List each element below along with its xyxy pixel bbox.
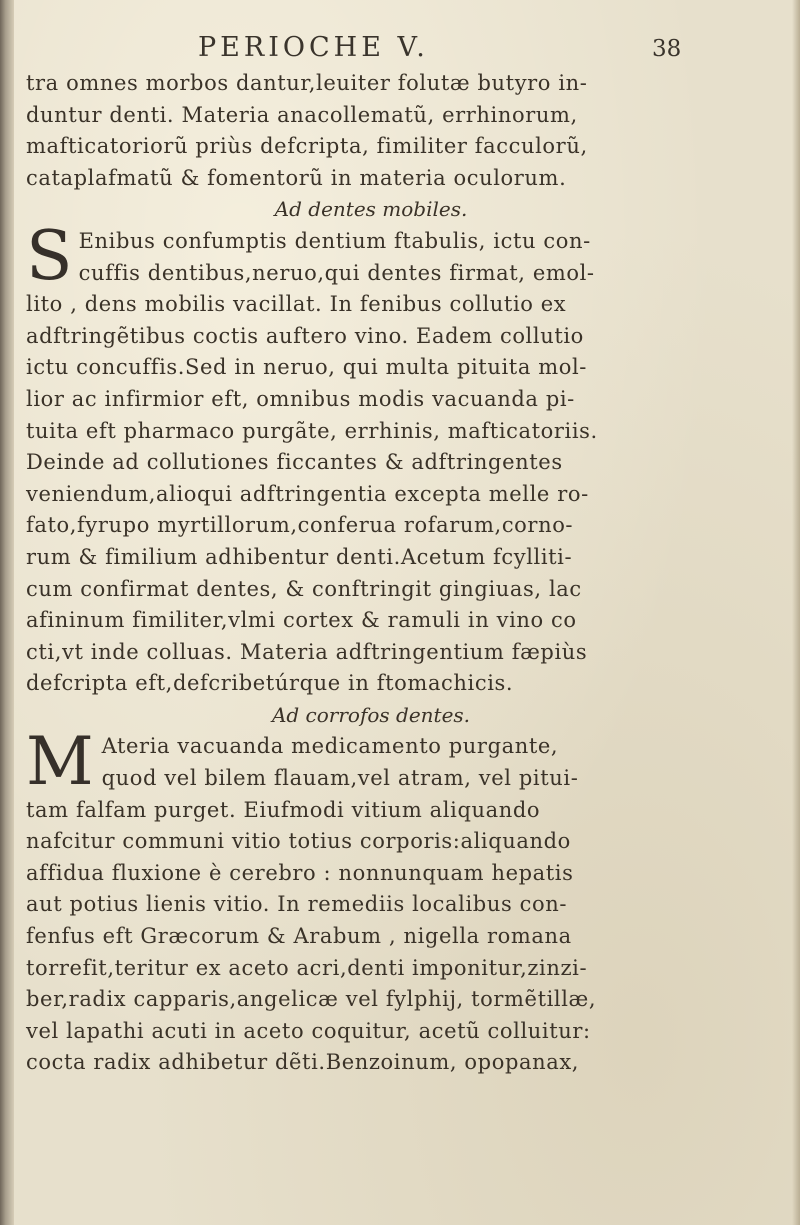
text-line: tra omnes morbos dantur,leuiter folutæ butyro in-	[26, 71, 588, 95]
drop-cap-initial: M	[26, 723, 94, 801]
text-line: lito , dens mobilis vacillat. In fenibus collutio ex	[26, 292, 567, 317]
drop-cap-initial: S	[26, 216, 73, 296]
text-line: cataplafmatũ & fomentorũ in materia oculorum.	[26, 165, 567, 190]
text-line: veniendum,alioqui adftringentia excepta melle ro-	[26, 481, 589, 506]
text-line: affidua fluxione è cerebro : nonnunquam hepatis	[26, 860, 574, 885]
text-line: duntur denti. Materia anacollematũ, errhinorum,	[26, 102, 578, 127]
text-line: tuita eft pharmaco purgãte, errhinis, mafticatoriis.	[26, 418, 598, 443]
text-line: nafcitur communi vitio totius corporis:aliquando	[26, 829, 571, 854]
text-line: rum & fimilium adhibentur denti.Acetum fcylliti-	[26, 544, 573, 569]
text-line: Enibus confumptis dentium ftabulis, ictu con-	[78, 228, 591, 253]
body-text	[26, 68, 676, 1079]
page-header	[0, 30, 800, 66]
intro-paragraph	[26, 68, 676, 194]
text-line: defcripta eft,defcribetúrque in ftomachicis.	[26, 671, 514, 696]
text-line: cum confirmat dentes, & conftringit gingiuas, lac	[26, 576, 582, 601]
page-number: 38	[652, 36, 682, 62]
section-heading-mobile-teeth: Ad dentes mobiles.	[274, 197, 468, 222]
text-line: ber,radix capparis,angelicæ vel fylphij, tormẽtillæ,	[26, 987, 597, 1012]
text-line: Ateria vacuanda medicamento purgante,	[101, 734, 559, 759]
text-line: mafticatoriorũ priùs defcripta, fimiliter facculorũ,	[26, 134, 588, 159]
running-title: PERIOCHE V.	[198, 32, 429, 63]
text-line: cti,vt inde colluas. Materia adftringentium fæpiùs	[26, 639, 588, 664]
text-line: cocta radix adhibetur dẽti.Benzoinum, opopanax,	[26, 1050, 580, 1075]
text-line: lior ac infirmior eft, omnibus modis vacuanda pi-	[26, 386, 575, 411]
text-line: torrefit,teritur ex aceto acri,denti imponitur,zinzi-	[26, 955, 588, 980]
text-line: cuffis dentibus,neruo,qui dentes firmat, emol-	[78, 260, 595, 285]
text-line: Deinde ad collutiones ficcantes & adftringentes	[26, 450, 563, 475]
text-line: vel lapathi acuti in aceto coquitur, acetũ colluitur:	[26, 1018, 591, 1043]
text-line: afininum fimiliter,vlmi cortex & ramuli in vino co	[26, 608, 577, 633]
paragraph-decayed-teeth	[26, 723, 676, 1079]
text-line: fato,fyrupo myrtillorum,conferua rofarum,corno-	[26, 513, 574, 538]
text-line: ictu concuffis.Sed in neruo, qui multa pituita mol-	[26, 355, 587, 380]
text-line: aut potius lienis vitio. In remediis localibus con-	[26, 892, 568, 917]
text-line: fenfus eft Græcorum & Arabum , nigella romana	[26, 924, 572, 949]
text-line: quod vel bilem flauam,vel atram, vel pitui-	[101, 766, 579, 791]
section-heading-decayed-teeth: Ad corrofos dentes.	[271, 702, 471, 727]
paragraph-mobile-teeth	[26, 216, 676, 700]
text-line: adftringẽtibus coctis auftero vino. Eadem collutio	[26, 323, 584, 348]
text-line: tam falfam purget. Eiufmodi vitium aliquando	[26, 797, 541, 822]
